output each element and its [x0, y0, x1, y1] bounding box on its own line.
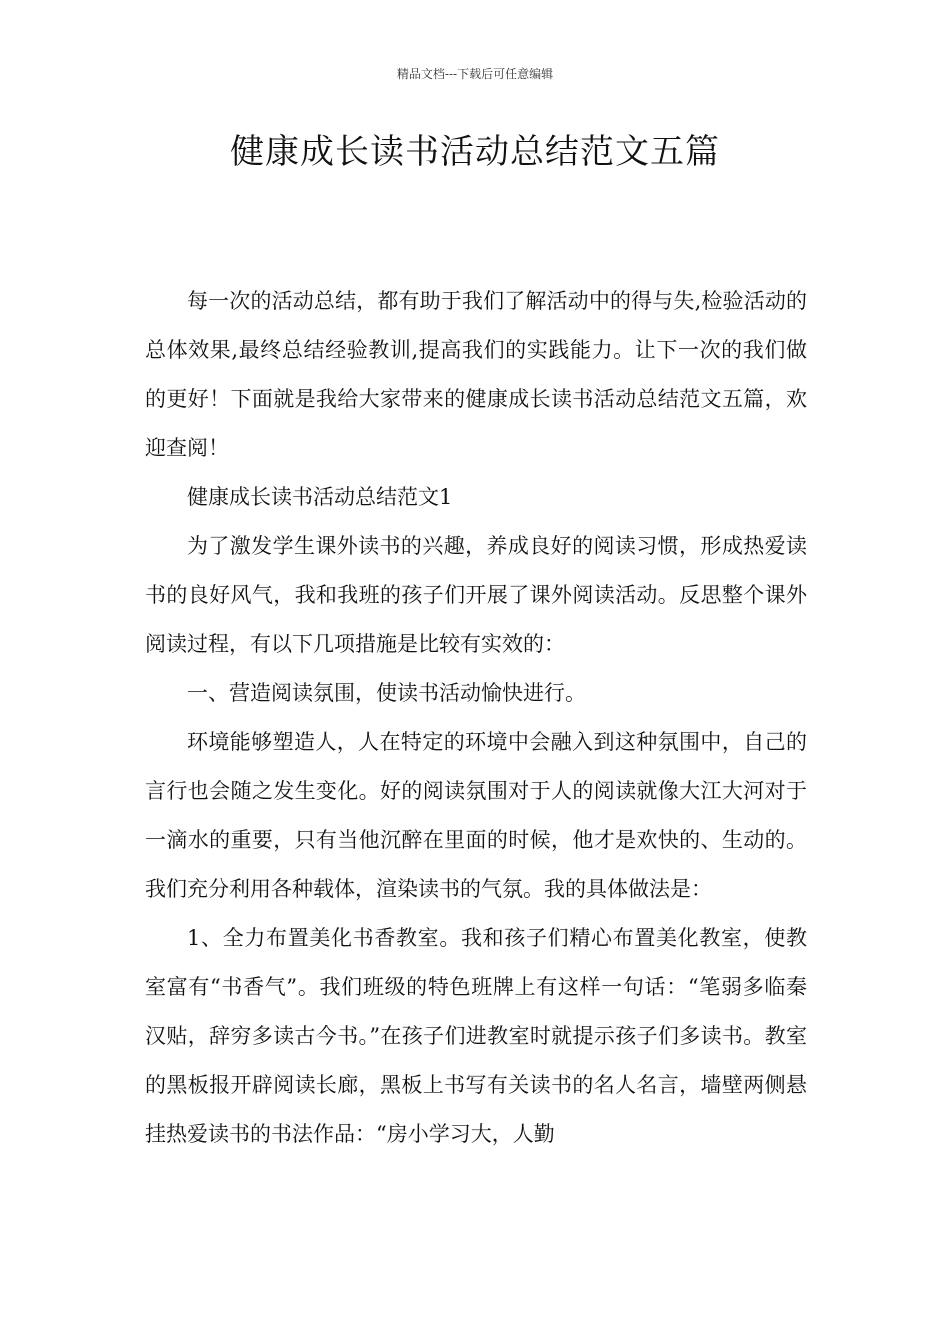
document-title: 健康成长读书活动总结范文五篇: [230, 132, 720, 172]
body-paragraph: 环境能够塑造人，人在特定的环境中会融入到这种氛围中，自己的言行也会随之发生变化。好的阅读氛围对于人的阅读就像大江大河对于一滴水的重要，只有当他沉醉在里面的时候，他才是欢快的、生动的。我们充分利用各种载体，渲染读书的气氛。我的具体做法是：: [145, 730, 807, 901]
body-paragraph: 1、全力布置美化书香教室。我和孩子们精心布置美化教室，使教室富有“书香气”。我们班级的特色班牌上有这样一句话：“笔弱多临秦汉贴，辞穷多读古今书。”在孩子们进教室时就提示孩子们多读书。教室的黑板报开辟阅读长廊，黑板上书写有关读书的名人名言，墙壁两侧悬挂热爱读书的书法作品：“房小学习大，人勤: [145, 926, 807, 1146]
document-body: [145, 277, 807, 1159]
page-header: 精品文档---下载后可任意编辑: [396, 67, 554, 81]
section-heading: 健康成长读书活动总结范文1: [187, 485, 453, 509]
body-paragraph: 为了激发学生课外读书的兴趣，养成良好的阅读习惯，形成热爱读书的良好风气，我和我班的孩子们开展了课外阅读活动。反思整个课外阅读过程，有以下几项措施是比较有实效的：: [145, 534, 807, 656]
intro-paragraph: 每一次的活动总结，都有助于我们了解活动中的得与失,检验活动的总体效果,最终总结经验教训,提高我们的实践能力。让下一次的我们做的更好！下面就是我给大家带来的健康成长读书活动总结范文五篇，欢迎查阅！: [145, 289, 807, 460]
sub-heading: 一、营造阅读氛围，使读书活动愉快进行。: [187, 681, 586, 705]
